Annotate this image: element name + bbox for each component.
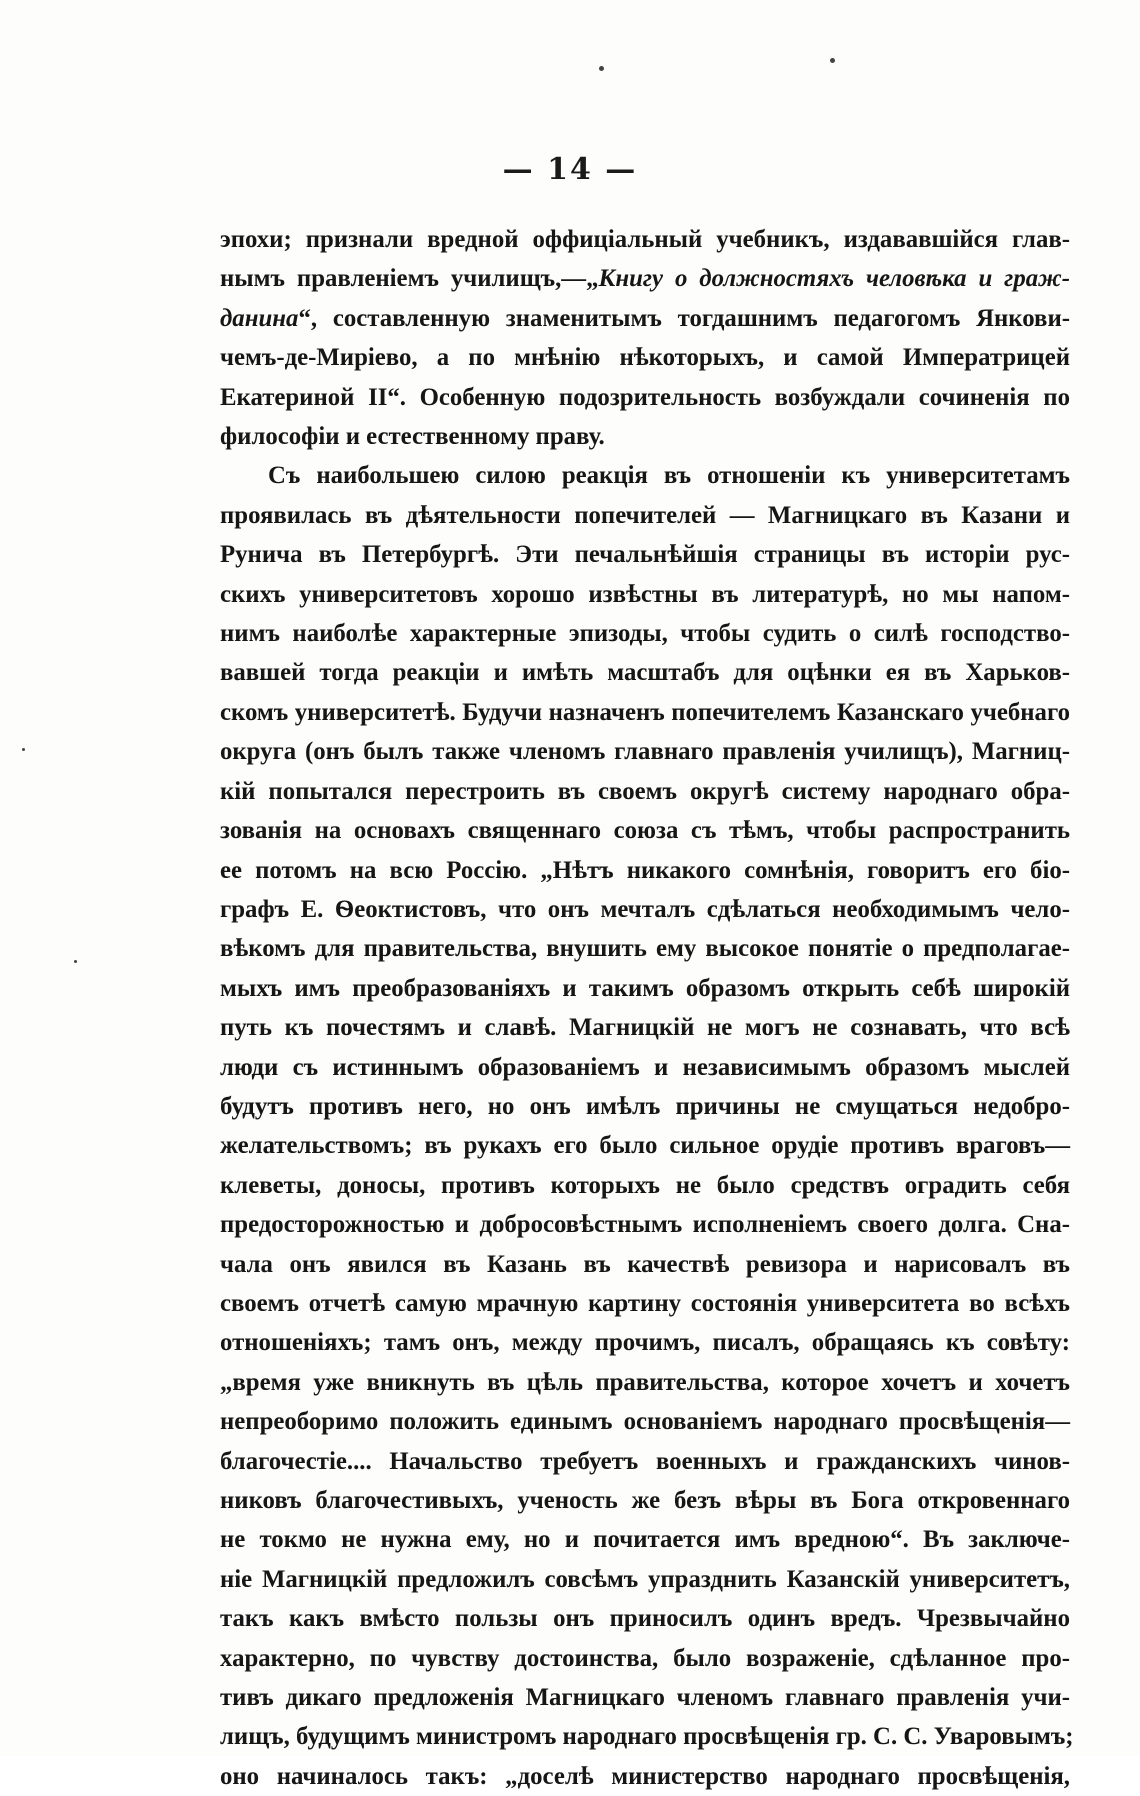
text-line: предосторожностью и добросовѣстнымъ исполненіемъ своего долга. Сна-	[220, 1211, 1070, 1239]
text-line: округа (онъ былъ также членомъ главнаго правленія училищъ), Магниц-	[220, 738, 1070, 766]
text-line: непреоборимо положить единымъ основаніемъ народнаго просвѣщенія—	[220, 1408, 1070, 1436]
text-line: ее потомъ на всю Россію. „Нѣтъ никакого сомнѣнія, говоритъ его біо-	[220, 856, 1070, 884]
text-line: графъ Е. Ѳеоктистовъ, что онъ мечталъ сдѣлаться необходимымъ чело-	[220, 895, 1070, 923]
text-line: кій попытался перестроить въ своемъ округѣ систему народнаго обра-	[220, 777, 1070, 805]
text-line: скихъ университетовъ хорошо извѣстны въ литературѣ, но мы напом-	[220, 580, 1070, 608]
paragraph-1	[220, 220, 1070, 456]
text-line: своемъ отчетѣ самую мрачную картину состоянія университета во всѣхъ	[220, 1289, 1070, 1317]
text-line: характерно, по чувству достоинства, было возраженіе, сдѣланное про-	[220, 1644, 1070, 1672]
text-line: Съ наибольшею силою реакція въ отношеніи къ университетамъ	[268, 462, 1070, 490]
text-line: вѣкомъ для правительства, внушить ему высокое понятіе о предполагае-	[220, 935, 1070, 963]
text-line: отношеніяхъ; тамъ онъ, между прочимъ, писалъ, обращаясь къ совѣту:	[220, 1329, 1070, 1357]
text-line: никовъ благочестивыхъ, ученость же безъ вѣры въ Бога откровеннаго	[220, 1487, 1070, 1514]
scan-speck	[830, 58, 835, 63]
text-fragment: нымъ правленіемъ училищъ,—„	[220, 265, 599, 293]
text-line: будутъ противъ него, но онъ имѣлъ причины не смущаться недобро-	[220, 1092, 1070, 1120]
text-line: зованія на основахъ священнаго союза съ тѣмъ, чтобы распространить	[220, 817, 1070, 845]
text-line: не токмо не нужна ему, но и почитается имъ вредною“. Въ заключе-	[220, 1526, 1070, 1554]
text-line: нимъ наиболѣе характерные эпизоды, чтобы судить о силѣ господство-	[220, 620, 1070, 648]
text-line: эпохи; признали вредной оффиціальный учебникъ, издававшійся глав-	[220, 226, 1070, 253]
text-line: скомъ университетѣ. Будучи назначенъ попечителемъ Казанскаго учебнаго	[220, 698, 1070, 726]
text-line: чемъ-де-Миріево, а по мнѣнію нѣкоторыхъ, и самой Императрицей	[220, 344, 1070, 372]
text-line: люди съ истиннымъ образованіемъ и независимымъ образомъ мыслей	[220, 1053, 1070, 1081]
text-line: клеветы, доносы, противъ которыхъ не было средствъ оградить себя	[220, 1171, 1070, 1199]
text-line: ніе Магницкій предложилъ совсѣмъ упразднить Казанскій университетъ,	[220, 1565, 1070, 1593]
text-line: мыхъ имъ преобразованіяхъ и такимъ образомъ открыть себѣ широкій	[220, 974, 1070, 1002]
text-line: тивъ дикаго предложенія Магницкаго членомъ главнаго правленія учи-	[220, 1684, 1070, 1712]
text-line: благочестіе.... Начальство требуетъ военныхъ и гражданскихъ чинов-	[220, 1447, 1070, 1475]
text-line: такъ какъ вмѣсто пользы онъ приносилъ одинъ вредъ. Чрезвычайно	[220, 1605, 1070, 1633]
text-fragment: “, составленную знаменитымъ тогдашнимъ педагогомъ Янкови-	[298, 304, 1070, 332]
text-line: проявилась въ дѣятельности попечителей — Магницкаго въ Казани и	[220, 501, 1070, 529]
page-number: — 14 —	[502, 152, 638, 187]
text-line: Екатериной II“. Особенную подозрительность возбуждали сочиненія по	[220, 383, 1070, 411]
text-line	[220, 299, 1070, 338]
text-line: чала онъ явился въ Казань въ качествѣ ревизора и нарисовалъ въ	[220, 1250, 1070, 1278]
text-line: лищъ, будущимъ министромъ народнаго просвѣщенія гр. С. С. Уваровымъ;	[220, 1723, 1074, 1751]
text-line: Рунича въ Петербургѣ. Эти печальнѣйшія страницы въ исторіи рус-	[220, 541, 1070, 569]
scan-speck	[22, 748, 25, 751]
text-line: „время уже вникнуть въ цѣль правительства, которое хочетъ и хочетъ	[220, 1368, 1070, 1396]
scan-speck	[74, 960, 77, 963]
paragraph-2	[220, 456, 1074, 1796]
text-line	[220, 259, 1070, 298]
text-line: желательствомъ; въ рукахъ его было сильное орудіе противъ враговъ—	[220, 1132, 1070, 1160]
text-line: философіи и естественному праву.	[220, 423, 605, 451]
book-title-italic: Книгу о должностяхъ человѣка и граж-	[598, 265, 1070, 293]
book-title-italic-end: данина	[220, 304, 299, 332]
body-text	[220, 220, 1074, 1796]
text-line: путь къ почестямъ и славѣ. Магницкій не могъ не сознавать, что всѣ	[220, 1014, 1070, 1042]
text-line: вавшей тогда реакціи и имѣть масштабъ для оцѣнки ея въ Харьков-	[220, 659, 1070, 687]
text-line: оно начиналось такъ: „доселѣ министерство народнаго просвѣщенія,	[220, 1762, 1070, 1790]
scan-speck	[599, 66, 604, 71]
